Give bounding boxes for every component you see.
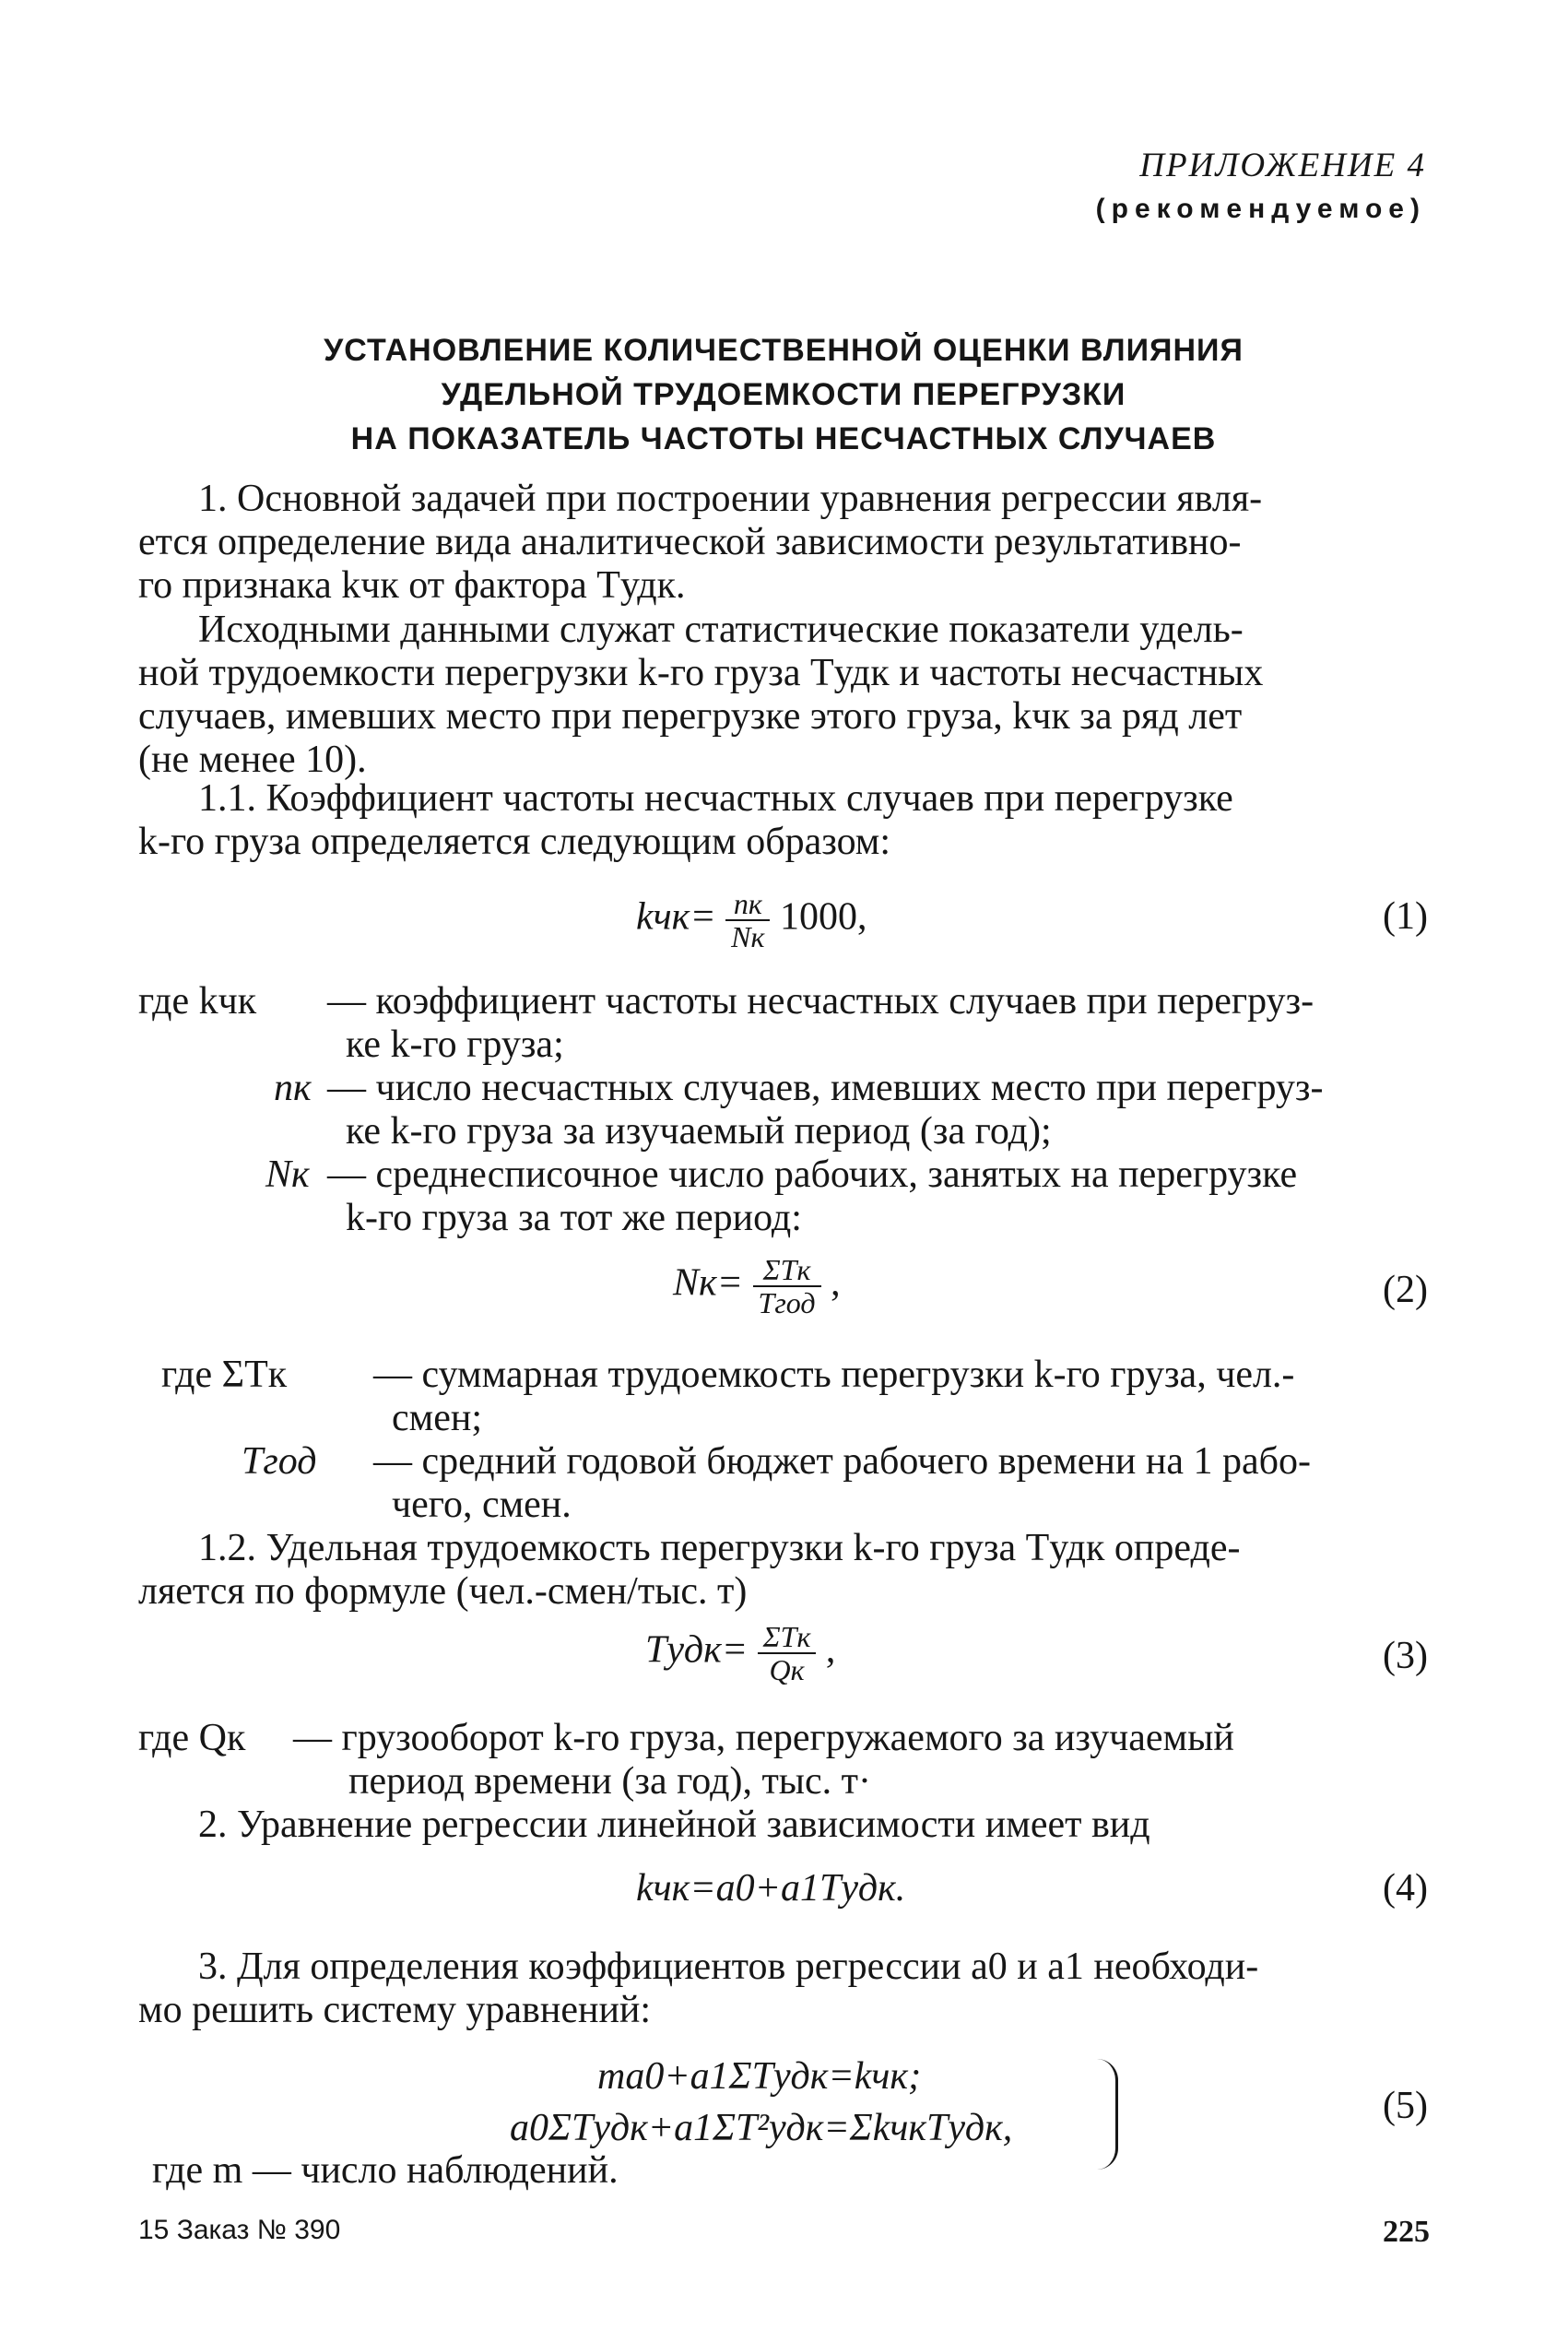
equation-2-denominator: Tгод — [758, 1286, 816, 1319]
paragraph-2-line-1: Исходными данными служат статистические показатели удель- — [198, 609, 1244, 651]
paragraph-3 — [138, 1946, 1429, 2032]
paragraph-1-2 — [138, 1527, 1429, 1614]
paragraph-2-line-3: случаев, имевших место при перегрузке этого груза, kчк за ряд лет — [138, 695, 1243, 738]
equation-1-denominator: Nк — [731, 920, 765, 953]
title-line-1: УСТАНОВЛЕНИЕ КОЛИЧЕСТВЕННОЙ ОЦЕНКИ ВЛИЯНИЯ — [324, 333, 1244, 368]
equation-3-denominator: Qк — [769, 1653, 805, 1686]
definition-sumTk-symbol: где ΣTк — [161, 1354, 288, 1396]
paragraph-1-line-2: ется определение вида аналитической зависимости результативно- — [138, 521, 1242, 563]
equation-3-number: (3) — [1383, 1635, 1428, 1677]
definition-nk-line-1: — число несчастных случаев, имевших место при перегруз- — [327, 1067, 1324, 1109]
paragraph-1-1-line-2: k-го груза определяется следующим образом: — [138, 821, 891, 863]
equation-2-tail: , — [831, 1261, 841, 1305]
definition-Nk-line-2: k-го груза за тот же период: — [346, 1197, 802, 1239]
definition-Qk-line-1: — грузооборот k-го груза, перегружаемого за изучаемый — [293, 1717, 1234, 1759]
definition-Qk-line-2: период времени (за год), тыс. т· — [348, 1760, 871, 1803]
definition-sumTk-line-1: — суммарная трудоемкость перегрузки k-го груза, чел.- — [373, 1354, 1295, 1396]
paragraph-1-1-line-1: 1.1. Коэффициент частоты несчастных случаев при перегрузке — [198, 777, 1233, 820]
paragraph-2-line-2: ной трудоемкости перегрузки k-го груза Tудк и частоты несчастных — [138, 652, 1264, 694]
definition-kchk-line-2: ке k-го груза; — [346, 1023, 564, 1066]
equation-3-tail: , — [825, 1628, 836, 1672]
equation-4-number: (4) — [1383, 1867, 1428, 1910]
definition-Tgod-line-1: — средний годовой бюджет рабочего времени на 1 рабо- — [373, 1440, 1311, 1483]
equation-1-number: (1) — [1383, 895, 1428, 938]
page-number: 225 — [1383, 2215, 1430, 2249]
definition-kchk-symbol: где kчк — [138, 980, 257, 1023]
equation-1 — [636, 888, 867, 952]
definition-Tgod-line-2: чего, смен. — [392, 1484, 572, 1526]
document-title — [138, 328, 1429, 461]
equation-2-lhs: Nк= — [673, 1261, 744, 1305]
paragraph-1-2-line-2: ляется по формуле (чел.-смен/тыс. т) — [138, 1570, 748, 1613]
definition-nk-line-2: ке k-го груза за изучаемый период (за год); — [346, 1110, 1052, 1153]
paragraph-1-1 — [138, 777, 1429, 864]
equation-5-line-1: ma0+a1ΣTудк=kчк; — [597, 2055, 922, 2098]
definition-kchk-line-1: — коэффициент частоты несчастных случаев при перегруз- — [327, 980, 1315, 1023]
equation-3-lhs: Tудк= — [645, 1628, 749, 1672]
equation-1-tail: 1000, — [779, 895, 867, 939]
definition-sumTk-line-2: смен; — [392, 1397, 483, 1439]
title-line-2: УДЕЛЬНОЙ ТРУДОЕМКОСТИ ПЕРЕГРУЗКИ — [441, 377, 1126, 412]
paragraph-2-regression-line-1: 2. Уравнение регрессии линейной зависимости имеет вид — [198, 1804, 1150, 1846]
paragraph-1-line-3: го признака kчк от фактора Tудк. — [138, 564, 686, 607]
paragraph-3-line-2: мо решить систему уравнений: — [138, 1989, 652, 2031]
equation-2-numerator: ΣTк — [753, 1254, 821, 1287]
paragraph-1-2-line-1: 1.2. Удельная трудоемкость перегрузки k-го груза Tудк опреде- — [198, 1527, 1241, 1569]
paragraph-2-line-4: (не менее 10). — [138, 739, 367, 781]
equation-3 — [645, 1621, 835, 1685]
definition-Nk-line-1: — среднесписочное число рабочих, занятых на перегрузке — [327, 1153, 1298, 1196]
paragraph-3-line-1: 3. Для определения коэффициентов регрессии a0 и a1 необходи- — [198, 1946, 1259, 1988]
equation-5-number: (5) — [1383, 2085, 1428, 2127]
equation-2 — [673, 1254, 841, 1319]
definition-nk-symbol: nк — [274, 1067, 312, 1109]
definition-Qk-symbol: где Qк — [138, 1717, 246, 1759]
equation-3-fraction — [758, 1621, 817, 1685]
title-line-3: НА ПОКАЗАТЕЛЬ ЧАСТОТЫ НЕСЧАСТНЫХ СЛУЧАЕВ — [350, 421, 1217, 456]
equation-5-line-2: a0ΣTудк+a1ΣT²удк=ΣkчкTудк, — [510, 2107, 1013, 2149]
definition-m: где m — число наблюдений. — [152, 2149, 619, 2192]
equation-2-fraction — [753, 1254, 821, 1319]
recommended-label: (рекомендуемое) — [1095, 194, 1426, 224]
equation-1-lhs: kчк= — [636, 895, 716, 939]
paragraph-2-regression — [138, 1804, 1429, 1847]
equation-1-numerator: nк — [725, 888, 770, 921]
paragraph-1-line-1: 1. Основной задачей при построении уравнения регрессии явля- — [198, 478, 1263, 520]
appendix-label: ПРИЛОЖЕНИЕ 4 — [1139, 147, 1426, 184]
equation-2-number: (2) — [1383, 1269, 1428, 1311]
paragraph-2 — [138, 609, 1429, 782]
equation-1-fraction — [725, 888, 770, 952]
footer-order-number: 15 Заказ № 390 — [138, 2215, 341, 2245]
definition-Tgod-symbol: Tгод — [242, 1440, 317, 1483]
equation-3-numerator: ΣTк — [758, 1621, 817, 1654]
equation-4: kчк=a0+a1Tудк. — [636, 1867, 906, 1910]
equation-5-brace — [1097, 2059, 1118, 2170]
definition-Nk-symbol: Nк — [265, 1153, 310, 1196]
paragraph-1 — [138, 478, 1429, 608]
